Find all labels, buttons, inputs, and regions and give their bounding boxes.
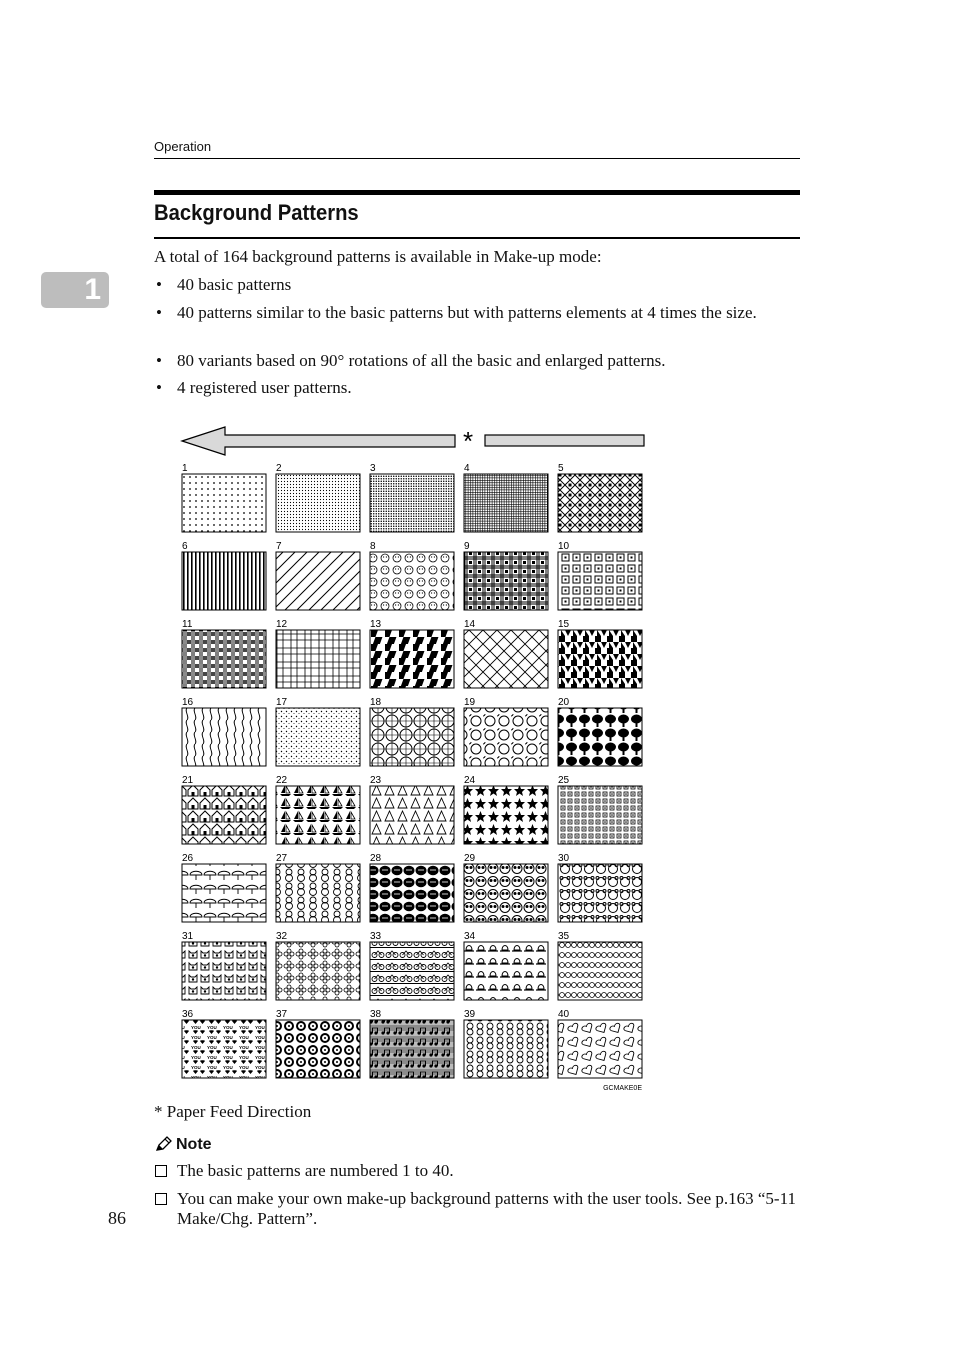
pattern-swatch: [182, 864, 266, 922]
pattern-swatch: [276, 786, 360, 844]
pattern-number: 21: [182, 775, 194, 786]
pattern-number: 31: [182, 931, 194, 942]
pattern-number: 6: [182, 541, 188, 552]
pattern-swatch: [558, 552, 642, 610]
pattern-number: 7: [276, 541, 282, 552]
pattern-figure: [175, 420, 655, 1101]
pattern-number: 3: [370, 463, 376, 474]
pattern-number: 37: [276, 1009, 288, 1020]
pattern-number: 9: [464, 541, 470, 552]
figure-code: GCMAKE0E: [603, 1085, 642, 1092]
bullet-symbol: •: [156, 351, 162, 370]
pattern-swatch: [182, 786, 266, 844]
pattern-number: 40: [558, 1009, 570, 1020]
bullet-text: 4 registered user patterns.: [177, 378, 352, 397]
pattern-swatch: [182, 630, 266, 688]
pattern-swatch: [558, 630, 642, 688]
page-number: 86: [108, 1208, 126, 1228]
pattern-swatch: [182, 474, 266, 532]
pattern-number: 27: [276, 853, 288, 864]
pattern-swatch: [276, 864, 360, 922]
pattern-number: 10: [558, 541, 570, 552]
pattern-number: 11: [182, 619, 193, 630]
pattern-number: 33: [370, 931, 382, 942]
note-heading: [154, 1136, 212, 1154]
bullet-text: 80 variants based on 90° rotations of all the basic and enlarged patterns.: [177, 351, 666, 370]
pattern-number: 35: [558, 931, 570, 942]
chapter-number: 1: [84, 273, 101, 306]
pattern-number: 30: [558, 853, 570, 864]
pattern-number: 29: [464, 853, 476, 864]
bullet-symbol: •: [156, 275, 162, 294]
pattern-number: 23: [370, 775, 382, 786]
pattern-swatch: [276, 552, 360, 610]
pattern-number: 22: [276, 775, 288, 786]
pattern-number: 28: [370, 853, 382, 864]
pattern-swatch: [276, 708, 360, 766]
pattern-grid: [182, 463, 642, 1078]
header-rule: [154, 158, 800, 159]
figure-caption: * Paper Feed Direction: [154, 1102, 312, 1121]
checkbox-icon: [155, 1165, 167, 1177]
pattern-swatch: [464, 552, 548, 610]
pattern-number: 24: [464, 775, 476, 786]
pattern-swatch: [464, 708, 548, 766]
pattern-number: 34: [464, 931, 476, 942]
pattern-swatch: [558, 864, 642, 922]
pattern-swatch: [276, 630, 360, 688]
pattern-swatch: [370, 630, 454, 688]
pattern-number: 17: [276, 697, 288, 708]
pattern-swatch: [182, 708, 266, 766]
pattern-number: 1: [182, 463, 188, 474]
pattern-swatch: [464, 474, 548, 532]
page-title: Background Patterns: [154, 200, 359, 225]
pattern-swatch: [464, 942, 548, 1000]
pattern-swatch: [276, 1020, 360, 1078]
note-text: You can make your own make-up background patterns with the user tools. See p.163 “5-11 Make/Chg. Pattern”.: [177, 1189, 796, 1228]
intro-paragraph: A total of 164 background patterns is available in Make-up mode:: [154, 247, 602, 266]
pattern-number: 2: [276, 463, 282, 474]
chapter-tab: [41, 272, 109, 308]
title-rule-bottom: [154, 237, 800, 239]
pattern-swatch: [558, 942, 642, 1000]
pattern-swatch: [370, 864, 454, 922]
pattern-swatch: [558, 708, 642, 766]
pattern-number: 15: [558, 619, 570, 630]
pattern-number: 19: [464, 697, 476, 708]
pattern-number: 20: [558, 697, 570, 708]
pattern-swatch: [370, 708, 454, 766]
pattern-number: 26: [182, 853, 194, 864]
pattern-swatch: [558, 474, 642, 532]
pattern-number: 13: [370, 619, 382, 630]
pattern-swatch: [464, 630, 548, 688]
pattern-number: 8: [370, 541, 376, 552]
bullet-text: 40 basic patterns: [177, 275, 292, 294]
checkbox-icon: [155, 1193, 167, 1205]
pattern-number: 39: [464, 1009, 476, 1020]
bullet-text: 40 patterns similar to the basic patterns but with patterns elements at 4 times the size.: [177, 303, 757, 322]
pattern-number: 12: [276, 619, 288, 630]
pattern-swatch: [370, 786, 454, 844]
pattern-number: 4: [464, 463, 470, 474]
pattern-swatch: [276, 474, 360, 532]
pattern-swatch: [276, 942, 360, 1000]
direction-marker: *: [462, 426, 474, 456]
pattern-grid-figure: [175, 420, 655, 1096]
pattern-number: 18: [370, 697, 382, 708]
note-heading-text: Note: [176, 1136, 212, 1153]
pattern-swatch: [558, 786, 642, 844]
pattern-number: 32: [276, 931, 288, 942]
pattern-number: 5: [558, 463, 564, 474]
title-rule-top: [154, 190, 800, 195]
bullet-symbol: •: [156, 303, 162, 322]
pattern-swatch: [464, 864, 548, 922]
pattern-swatch: [370, 942, 454, 1000]
pattern-number: 14: [464, 619, 476, 630]
pattern-swatch: [182, 552, 266, 610]
paper-feed-arrow: [182, 426, 644, 456]
pattern-swatch: [464, 1020, 548, 1078]
pattern-number: 36: [182, 1009, 194, 1020]
bullet-symbol: •: [156, 378, 162, 397]
pattern-swatch: [558, 1020, 642, 1078]
pencil-icon: [154, 1136, 172, 1152]
pattern-swatch: [464, 786, 548, 844]
pattern-swatch: [182, 942, 266, 1000]
note-text: The basic patterns are numbered 1 to 40.: [177, 1161, 454, 1180]
running-header: Operation: [154, 139, 212, 154]
pattern-number: 25: [558, 775, 570, 786]
pattern-number: 38: [370, 1009, 382, 1020]
pattern-swatch: [370, 552, 454, 610]
pattern-swatch: [370, 1020, 454, 1078]
pattern-number: 16: [182, 697, 194, 708]
pattern-swatch: [182, 1020, 266, 1078]
pattern-swatch: [370, 474, 454, 532]
